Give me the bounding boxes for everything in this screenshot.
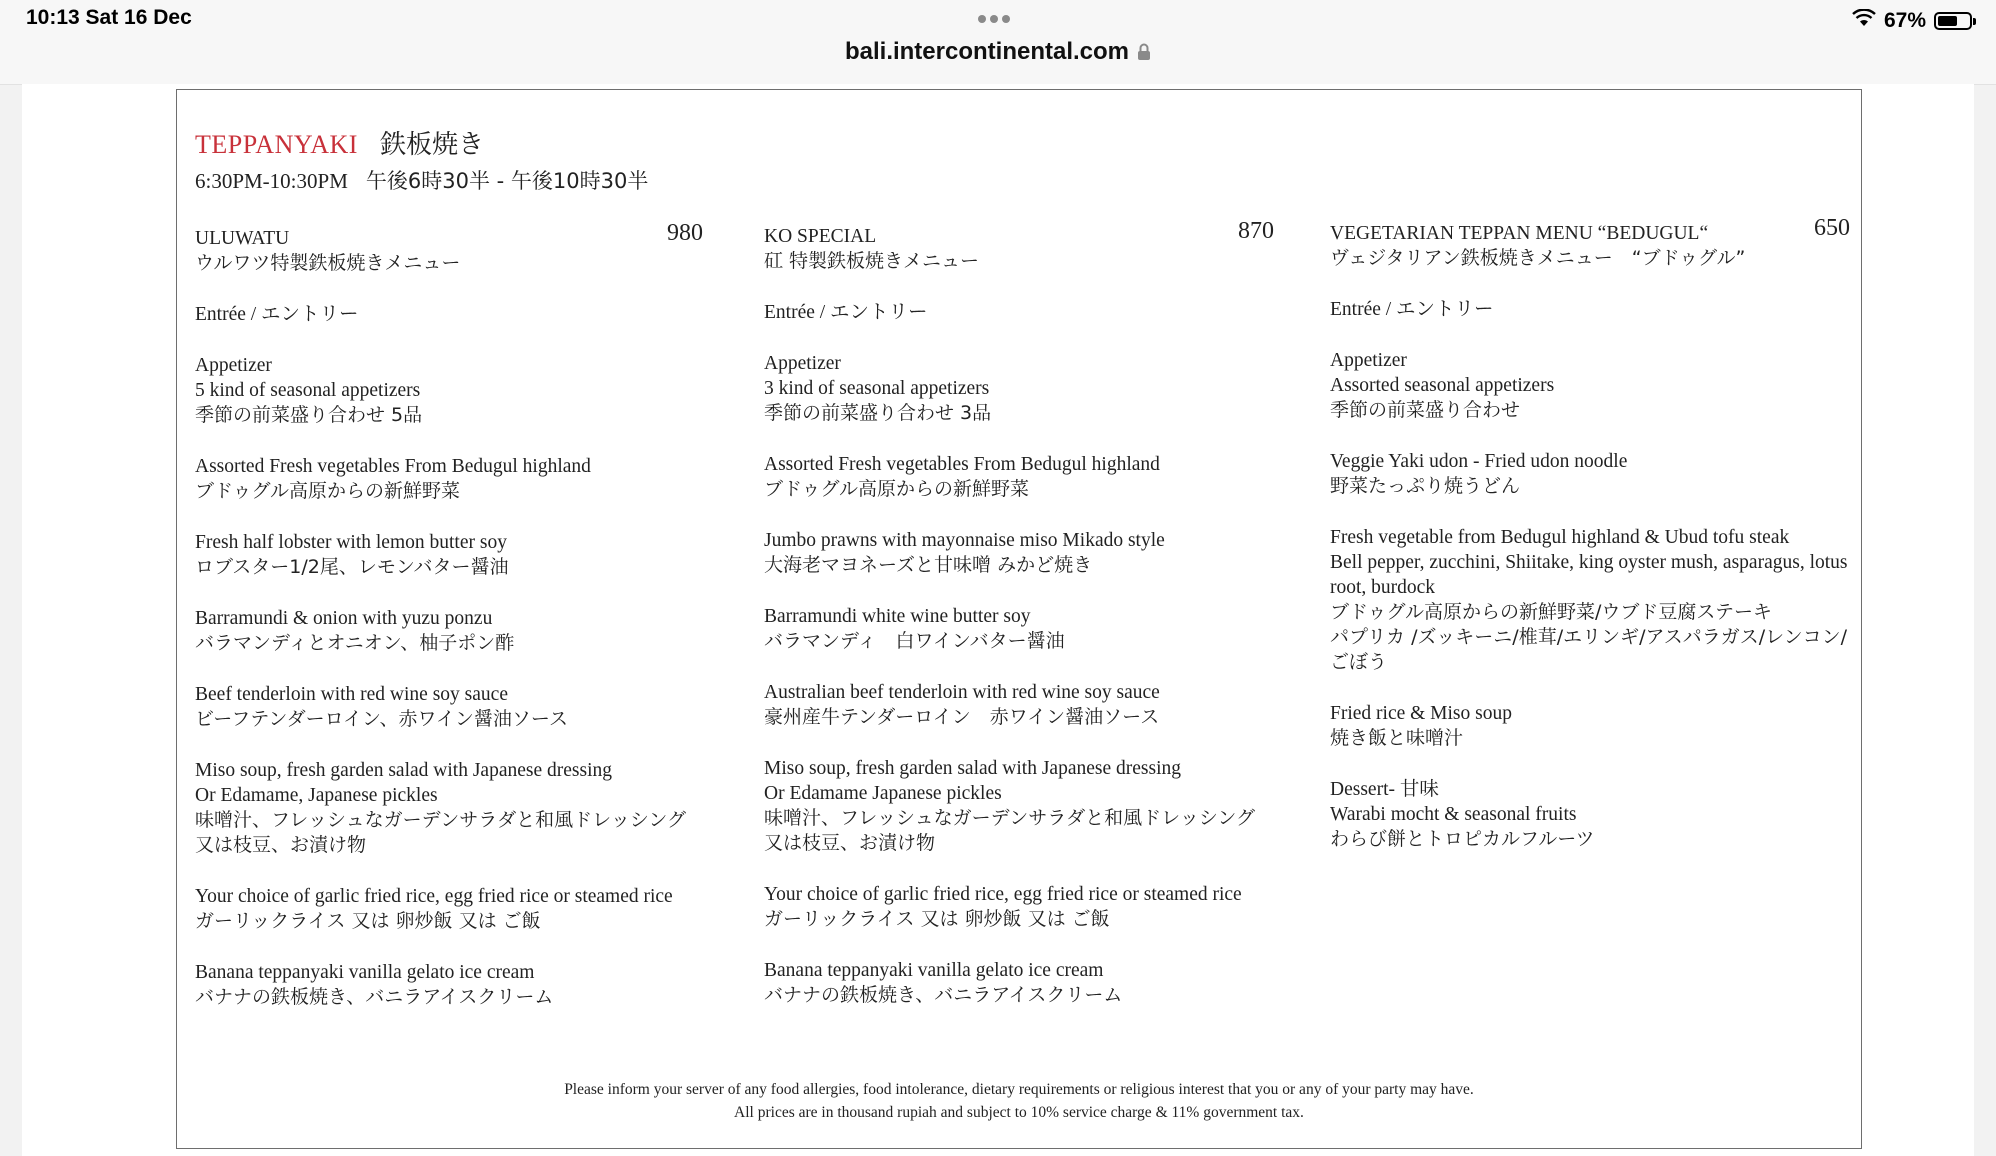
course-line: Appetizer <box>764 353 841 374</box>
course <box>195 682 703 732</box>
course <box>1330 525 1850 675</box>
course-line: Veggie Yaki udon - Fried udon noodle <box>1330 451 1628 472</box>
course-line: Australian beef tenderloin with red wine soy sauce <box>764 682 1160 703</box>
course-line-jp: ガーリックライス 又は 卵炒飯 又は ご飯 <box>764 908 1110 930</box>
course-line-jp: 季節の前菜盛り合わせ 5品 <box>195 404 423 426</box>
course-line: Or Edamame Japanese pickles <box>764 783 1002 804</box>
course-line-jp: 季節の前菜盛り合わせ <box>1330 399 1521 421</box>
course-line-jp: 大海老マヨネーズと甘味噌 みかど焼き <box>764 554 1093 576</box>
status-bar <box>0 0 1996 85</box>
course-line-jp: 味噌汁、フレッシュなガーデンサラダと和風ドレッシング <box>195 809 687 831</box>
status-indicators <box>1852 8 1972 34</box>
course-line: Miso soup, fresh garden salad with Japanese dressing <box>195 760 612 781</box>
course-line: Assorted Fresh vegetables From Bedugul highland <box>195 456 591 477</box>
menu-hours: 6:30PM-10:30PM <box>195 169 348 193</box>
multitasking-dots-icon[interactable] <box>978 10 1018 20</box>
course <box>195 530 703 580</box>
course-line: Entrée / エントリー <box>195 304 359 325</box>
course <box>1330 297 1850 322</box>
set-price: 650 <box>1814 215 1850 241</box>
address-bar[interactable] <box>0 38 1996 68</box>
price-notice: All prices are in thousand rupiah and subject to 10% service charge & 11% government tax. <box>734 1104 1304 1121</box>
course-line-jp: 季節の前菜盛り合わせ 3品 <box>764 402 992 424</box>
course-line: Beef tenderloin with red wine soy sauce <box>195 684 508 705</box>
web-page <box>22 84 1974 1156</box>
course-line: Barramundi & onion with yuzu ponzu <box>195 608 493 629</box>
course-line: Appetizer <box>195 355 272 376</box>
course-line: Your choice of garlic fried rice, egg fried rice or steamed rice <box>195 886 673 907</box>
course <box>195 454 703 504</box>
course <box>1330 777 1850 852</box>
course-line-jp: ブドゥグル高原からの新鮮野菜/ウブド豆腐ステーキ <box>1330 601 1772 623</box>
set-name: VEGETARIAN TEPPAN MENU “BEDUGUL“ <box>1330 223 1709 244</box>
course <box>764 528 1274 578</box>
set-name-jp: 矼 特製鉄板焼きメニュー <box>764 250 980 272</box>
course <box>1330 449 1850 499</box>
course-line-jp: ブドゥグル高原からの新鮮野菜 <box>764 478 1029 500</box>
course-line-jp: ブドゥグル高原からの新鮮野菜 <box>195 480 460 502</box>
course <box>764 958 1274 1008</box>
set-name-jp: ウルワツ特製鉄板焼きメニュー <box>195 252 461 274</box>
course-line-jp: 味噌汁、フレッシュなガーデンサラダと和風ドレッシング <box>764 807 1256 829</box>
battery-percent: 67% <box>1883 9 1926 32</box>
course-line-jp: パプリカ /ズッキーニ/椎茸/エリンギ/アスパラガス/レンコン/ごぼう <box>1330 626 1848 673</box>
set-name: KO SPECIAL <box>764 226 877 247</box>
lock-icon <box>1137 40 1151 68</box>
set-menu-uluwatu <box>195 220 703 1010</box>
set-price: 870 <box>1238 218 1274 244</box>
course-line: Fresh vegetable from Bedugul highland & Ubud tofu steak <box>1330 527 1790 548</box>
course <box>764 452 1274 502</box>
course-line-jp: わらび餅とトロピカルフルーツ <box>1330 828 1595 850</box>
menu-title-jp: 鉄板焼き <box>379 130 484 160</box>
url-text: bali.intercontinental.com <box>844 38 1130 65</box>
course-line-jp: ビーフテンダーロイン、赤ワイン醤油ソース <box>195 708 568 730</box>
course <box>764 756 1274 856</box>
menu-footer <box>177 1078 1861 1124</box>
course <box>195 606 703 656</box>
battery-icon <box>1934 12 1972 30</box>
set-menu-vegetarian <box>1330 215 1850 852</box>
course <box>195 960 703 1010</box>
menu-hours-row <box>195 165 648 195</box>
course-line: Assorted Fresh vegetables From Bedugul highland <box>764 454 1160 475</box>
course-line: Bell pepper, zucchini, Shiitake, king oyster mush, asparagus, lotus root, burdock <box>1330 552 1848 598</box>
course-line: Entrée / エントリー <box>1330 299 1494 320</box>
course-line-jp: バナナの鉄板焼き、バニラアイスクリーム <box>764 984 1123 1006</box>
course-line: Or Edamame, Japanese pickles <box>195 785 438 806</box>
allergy-notice: Please inform your server of any food allergies, food intolerance, dietary requirements or religious interest that you or any of your party may have. <box>564 1081 1474 1098</box>
course-line-jp: 又は枝豆、お漬け物 <box>195 834 367 856</box>
course-line-jp: 野菜たっぷり焼うどん <box>1330 475 1521 497</box>
course-line: Miso soup, fresh garden salad with Japanese dressing <box>764 758 1181 779</box>
course <box>764 351 1274 426</box>
course <box>1330 348 1850 423</box>
menu-hours-jp: 午後6時30半 - 午後10時30半 <box>365 169 649 193</box>
menu-title: TEPPANYAKI <box>195 130 358 159</box>
set-price: 980 <box>667 220 703 246</box>
course-line: 3 kind of seasonal appetizers <box>764 378 990 399</box>
course-line: Appetizer <box>1330 350 1407 371</box>
course <box>764 882 1274 932</box>
course-line: Fried rice & Miso soup <box>1330 703 1512 724</box>
course-line-jp: バラマンディ 白ワインバター醤油 <box>764 630 1065 652</box>
course <box>195 884 703 934</box>
course <box>764 300 1274 325</box>
course-line: Dessert- 甘味 <box>1330 779 1439 800</box>
course-line: Assorted seasonal appetizers <box>1330 375 1555 396</box>
course-line: Jumbo prawns with mayonnaise miso Mikado style <box>764 530 1165 551</box>
course <box>195 353 703 428</box>
course <box>195 302 703 327</box>
menu-document <box>176 89 1862 1149</box>
course-line: Your choice of garlic fried rice, egg fried rice or steamed rice <box>764 884 1242 905</box>
course-line: Fresh half lobster with lemon butter soy <box>195 532 507 553</box>
course-line: Barramundi white wine butter soy <box>764 606 1031 627</box>
set-name-jp: ヴェジタリアン鉄板焼きメニュー “ブドゥグル” <box>1330 247 1746 269</box>
course-line-jp: 又は枝豆、お漬け物 <box>764 832 936 854</box>
set-menu-ko-special <box>764 218 1274 1008</box>
set-name: ULUWATU <box>195 228 290 249</box>
course <box>764 604 1274 654</box>
course-line: Banana teppanyaki vanilla gelato ice cream <box>195 962 535 983</box>
course <box>195 758 703 858</box>
course-line-jp: バナナの鉄板焼き、バニラアイスクリーム <box>195 986 554 1008</box>
course-line-jp: ガーリックライス 又は 卵炒飯 又は ご飯 <box>195 910 541 932</box>
course-line-jp: バラマンディとオニオン、柚子ポン酢 <box>195 632 515 654</box>
course <box>1330 701 1850 751</box>
course-line: Entrée / エントリー <box>764 302 928 323</box>
menu-header <box>195 124 648 195</box>
course-line: 5 kind of seasonal appetizers <box>195 380 421 401</box>
course-line-jp: ロブスター1/2尾、レモンバター醤油 <box>195 556 509 578</box>
course <box>764 680 1274 730</box>
course-line: Warabi mocht & seasonal fruits <box>1330 804 1577 825</box>
status-time-date: 10:13 Sat 16 Dec <box>26 6 192 29</box>
wifi-icon <box>1852 9 1876 33</box>
course-line-jp: 焼き飯と味噌汁 <box>1330 727 1464 749</box>
course-line: Banana teppanyaki vanilla gelato ice cream <box>764 960 1104 981</box>
course-line-jp: 豪州産牛テンダーロイン 赤ワイン醤油ソース <box>764 706 1160 728</box>
